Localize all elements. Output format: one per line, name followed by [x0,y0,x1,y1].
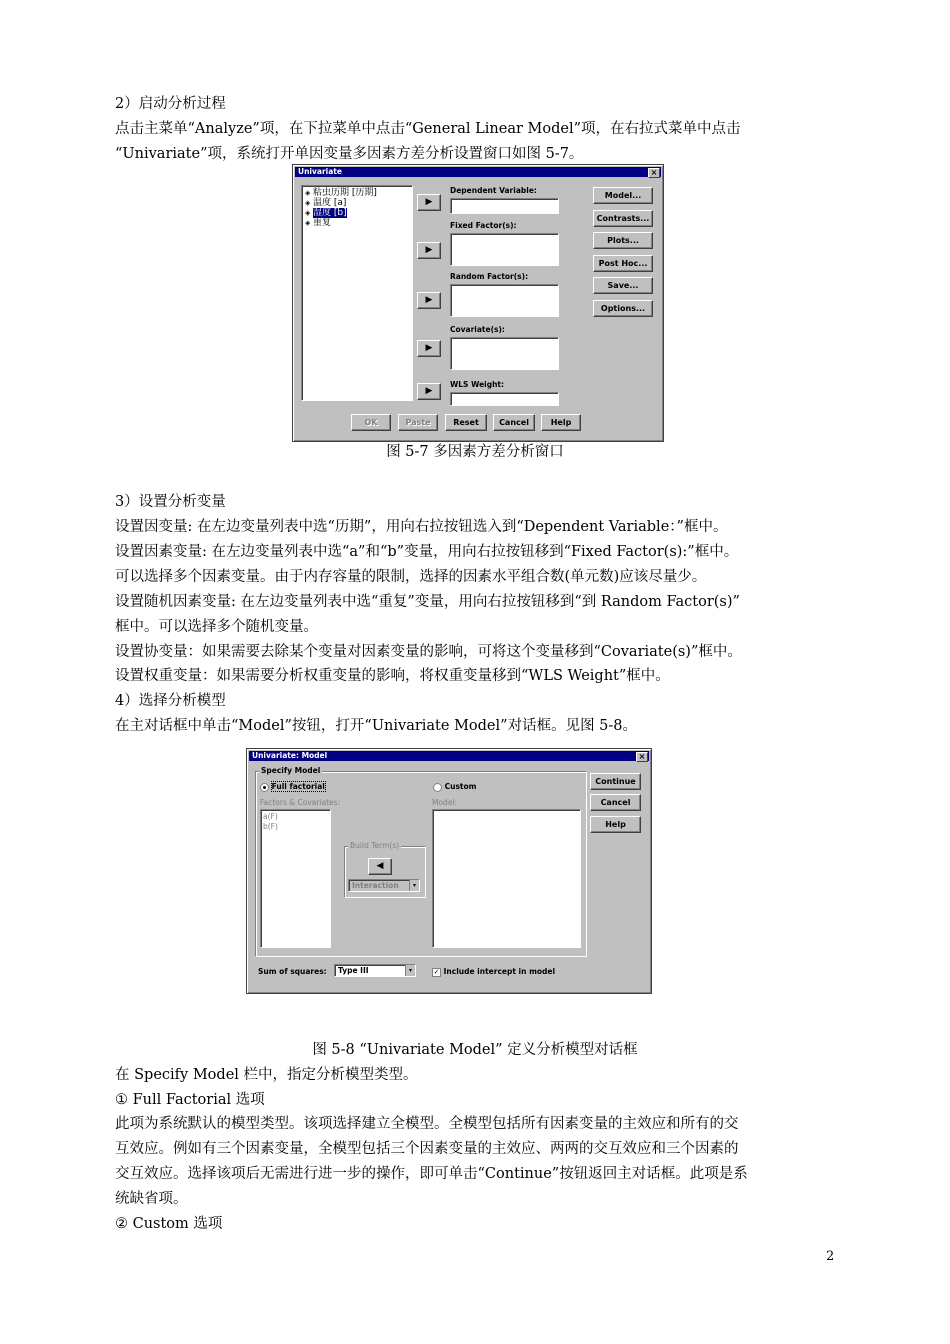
variable-item[interactable]: ◈ 重复 [305,218,332,228]
variable-item[interactable]: ◈ 温度 [a] [305,198,347,208]
checkmark-icon: ✓ [433,967,440,976]
numeric-variable-icon: ◈ [305,189,311,197]
sum-of-squares-select[interactable]: Type III ▾ [334,964,416,977]
paragraph-line: 可以选择多个因素变量。由于内存容量的限制，选择的因素水平组合数(单元数)应该尽量少。 [115,569,707,585]
chevron-down-icon: ▾ [409,880,419,891]
paragraph-line: 设置协变量：如果需要去除某个变量对因素变量的影响，可将这个变量移到“Covariate(s)”框中。 [115,644,742,660]
wls-weight-field[interactable] [450,392,559,406]
dialog-titlebar [249,751,649,761]
move-right-arrow-icon[interactable]: ▶ [417,194,441,211]
model-button[interactable]: Model... [593,187,653,204]
sum-of-squares-label: Sum of squares: [258,967,327,976]
save-button[interactable]: Save... [593,277,653,294]
random-factors-field[interactable] [450,284,559,317]
variable-item[interactable]: ◈ 粘虫历期 [历期] [305,188,377,198]
paragraph-line: “Univariate”项，系统打开单因变量多因素方差分析设置窗口如图 5-7。 [115,146,584,162]
reset-button[interactable]: Reset [445,414,487,431]
paragraph-line: 在主对话框中单击“Model”按钮，打开“Univariate Model”对话框。见图 5-8。 [115,718,638,734]
paragraph-line: 交互效应。选择该项后无需进行进一步的操作，即可单击“Continue”按钮返回主对话框。此项是系 [115,1166,748,1182]
random-factors-label: Random Factor(s): [450,272,529,281]
contrasts-button[interactable]: Contrasts... [593,210,653,227]
radio-icon [433,783,442,792]
section-heading-3: 3）设置分析变量 [115,494,226,510]
paragraph-line: 在 Specify Model 栏中，指定分析模型类型。 [115,1067,418,1083]
dialog-title: Univariate [298,167,342,176]
wls-weight-label: WLS Weight: [450,380,505,389]
fixed-factors-label: Fixed Factor(s): [450,221,517,230]
factor-item[interactable]: b(F) [263,822,278,831]
move-left-arrow-icon[interactable]: ◀ [368,858,392,875]
paragraph-line: 设置因素变量: 在左边变量列表中选“a”和“b”变量，用向右拉按钮移到“Fixed Factor(s):”框中。 [115,544,739,560]
plots-button[interactable]: Plots... [593,232,653,249]
close-icon[interactable]: × [648,168,660,178]
numeric-variable-icon: ◈ [305,209,311,217]
covariates-field[interactable] [450,337,559,370]
numeric-variable-icon: ◈ [305,219,311,227]
full-factorial-radio[interactable]: Full factorial [260,782,325,792]
radio-selected-icon [260,783,269,792]
move-right-arrow-icon[interactable]: ▶ [417,383,441,400]
help-button[interactable]: Help [541,414,581,431]
numeric-variable-icon: ◈ [305,199,311,207]
univariate-dialog [292,164,664,442]
post-hoc-button[interactable]: Post Hoc... [593,255,653,272]
section-heading-2: 2）启动分析过程 [115,96,226,112]
factor-item[interactable]: a(F) [263,812,278,821]
paragraph-line: 点击主菜单“Analyze”项，在下拉菜单中点击“General Linear Model”项，在右拉式菜单中点击 [115,121,741,137]
variable-item-selected[interactable]: ◈ 湿度 [b] [305,208,347,218]
factors-covariates-list[interactable] [260,809,331,948]
ok-button[interactable]: OK [351,414,391,431]
figure-caption: 图 5-7 多因素方差分析窗口 [386,444,564,460]
cancel-button[interactable]: Cancel [493,414,535,431]
option-heading: ② Custom 选项 [115,1216,223,1232]
dialog-title: Univariate: Model [252,751,328,760]
paragraph-line: 设置因变量: 在左边变量列表中选“历期”，用向右拉按钮选入到“Dependent Variable：”框中。 [115,519,728,535]
option-heading: ① Full Factorial 选项 [115,1092,265,1108]
custom-radio[interactable]: Custom [433,782,477,792]
dependent-variable-label: Dependent Variable: [450,186,537,195]
move-right-arrow-icon[interactable]: ▶ [417,292,441,309]
chevron-down-icon: ▾ [405,965,415,976]
dependent-variable-field[interactable] [450,198,559,214]
paragraph-line: 互效应。例如有三个因素变量，全模型包括三个因素变量的主效应、两两的交互效应和三个因素的 [115,1141,739,1157]
variable-list[interactable] [301,185,413,401]
dialog-titlebar [295,167,661,177]
figure-caption: 图 5-8 “Univariate Model” 定义分析模型对话框 [312,1042,638,1058]
paragraph-line: 此项为系统默认的模型类型。该项选择建立全模型。全模型包括所有因素变量的主效应和所有的交 [115,1116,739,1132]
paste-button[interactable]: Paste [398,414,438,431]
build-term-title: Build Term(s) [350,841,400,850]
build-term-type-select[interactable]: Interaction ▾ [348,879,420,892]
paragraph-line: 统缺省项。 [115,1191,188,1207]
factors-covariates-label: Factors & Covariates: [260,798,341,807]
options-button[interactable]: Options... [593,300,653,317]
section-heading-4: 4）选择分析模型 [115,693,226,709]
model-label: Model: [432,798,458,807]
move-right-arrow-icon[interactable]: ▶ [417,340,441,357]
page-number: 2 [826,1249,835,1264]
close-icon[interactable]: × [636,752,648,762]
paragraph-line: 设置权重变量：如果需要分析权重变量的影响，将权重变量移到“WLS Weight”框中。 [115,668,670,684]
fixed-factors-field[interactable] [450,233,559,266]
help-button[interactable]: Help [590,816,641,833]
covariates-label: Covariate(s): [450,325,505,334]
specify-model-title: Specify Model [261,766,321,775]
model-list[interactable] [432,809,581,948]
move-right-arrow-icon[interactable]: ▶ [417,242,441,259]
paragraph-line: 框中。可以选择多个随机变量。 [115,619,318,635]
include-intercept-checkbox[interactable]: ✓ Include intercept in model [433,967,556,976]
cancel-button[interactable]: Cancel [590,794,641,811]
univariate-model-dialog [246,748,652,994]
continue-button[interactable]: Continue [590,773,641,790]
paragraph-line: 设置随机因素变量: 在左边变量列表中选“重复”变量，用向右拉按钮移到“到 Random Factor(s)” [115,594,740,610]
